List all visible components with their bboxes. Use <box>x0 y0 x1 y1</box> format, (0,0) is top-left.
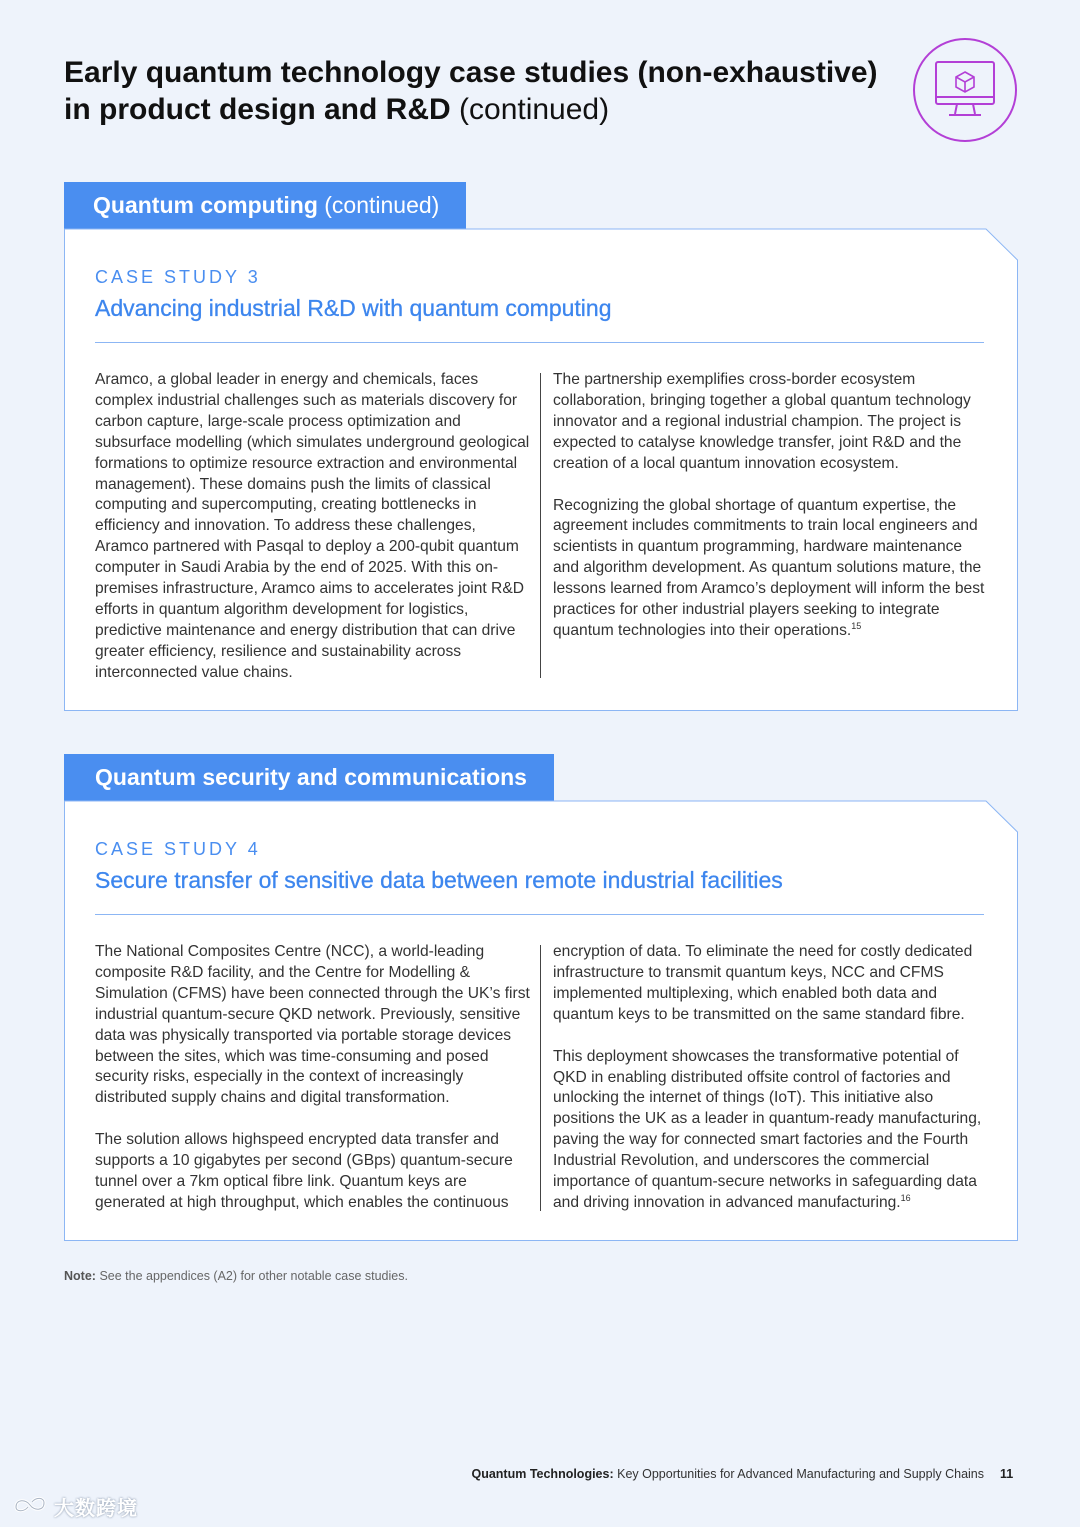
case-study-label: CASE STUDY 4 <box>95 839 261 859</box>
footnote-ref[interactable]: 16 <box>900 1192 911 1203</box>
infinity-logo-icon <box>10 1493 50 1521</box>
paragraph: The partnership exemplifies cross-border ecosystem collaboration, bringing together a global quantum technology innovator and a regional industrial champion. The project is expected to catalyse knowledge transfer, joint R&D and the creation of a local quantum innovation ecosystem. <box>553 371 971 472</box>
case-study-text-right <box>553 370 988 642</box>
case-study-text-right <box>553 942 988 1214</box>
section-tab-continued: (continued) <box>324 192 440 218</box>
footnote-ref[interactable]: 15 <box>851 620 862 631</box>
footer-report-rest: Key Opportunities for Advanced Manufacturing and Supply Chains <box>617 1467 984 1481</box>
page-title-continued: (continued) <box>459 93 610 126</box>
footer-report-title <box>471 1467 984 1481</box>
section-tab-title: Quantum computing <box>93 192 318 218</box>
page-number: 11 <box>1000 1467 1014 1481</box>
paragraph: The National Composites Centre (NCC), a world-leading composite R&D facility, and the Centre for Modelling & Simulation (CFMS) have been connected through the UK’s first industrial quantum-secure QKD network. Previously, sensitive data was physically transported via portable storage devices between the sites, which was time-consuming and posed security risks, especially in the context of increasingly distributed supply chains and digital transformation. <box>95 943 530 1107</box>
note <box>64 1269 408 1283</box>
monitor-cube-icon <box>912 37 1018 143</box>
page-title-bold: Early quantum technology case studies (non-exhaustive) in product design and R&D <box>64 56 878 126</box>
case-study-text-left <box>95 942 530 1214</box>
column-divider <box>540 373 541 678</box>
paragraph: Aramco, a global leader in energy and chemicals, faces complex industrial challenges such as materials discovery for carbon capture, large-scale process optimization and subsurface modelling (which simulates underground geological formations to optimize resource extraction and environmental management). These domains push the limits of classical computing and supercomputing, creating bottlenecks in efficiency and innovation. To address these challenges, Aramco partnered with Pasqal to deploy a 200-qubit quantum computer in Saudi Arabia by the end of 2025. With this on-premises infrastructure, Aramco aims to accelerates joint R&D efforts in quantum algorithm development for logistics, predictive maintenance and energy distribution that can drive greater efficiency, resilience and sustainability across interconnected value chains. <box>95 371 530 681</box>
divider <box>95 914 984 915</box>
section-tab-title: Quantum security and communications <box>95 764 527 790</box>
footer-report-bold: Quantum Technologies: <box>471 1467 614 1481</box>
page-title <box>64 54 884 128</box>
case-study-text-left <box>95 370 530 684</box>
case-study-title: Secure transfer of sensitive data between remote industrial facilities <box>95 867 783 893</box>
watermark <box>10 1492 138 1521</box>
section-tab-quantum-security <box>64 754 554 801</box>
note-text: See the appendices (A2) for other notable case studies. <box>99 1269 408 1283</box>
paragraph: This deployment showcases the transformative potential of QKD in enabling distributed offsite control of factories and unlocking the internet of things (IoT). This initiative also positions the UK as a leader in quantum-ready manufacturing, paving the way for connected smart factories and the Fourth Industrial Revolution, and underscores the commercial importance of quantum-secure networks in safeguarding data and driving innovation in advanced manufacturing.$^{16}$ <box>553 1047 982 1211</box>
case-study-title: Advancing industrial R&D with quantum computing <box>95 295 612 321</box>
watermark-text: 大数跨境 <box>54 1498 138 1520</box>
paragraph: The solution allows highspeed encrypted data transfer and supports a 10 gigabytes per second (GBps) quantum-secure tunnel over a 7km optical fibre link. Quantum keys are generated at high throughput, which enables the continuous <box>95 1131 513 1211</box>
note-label: Note: <box>64 1269 96 1283</box>
column-divider <box>540 945 541 1211</box>
section-tab-quantum-computing <box>64 182 466 229</box>
paragraph: Recognizing the global shortage of quantum expertise, the agreement includes commitments to train local engineers and scientists in quantum programming, hardware maintenance and algorithm development. As quantum solutions mature, the lessons learned from Aramco’s deployment will inform the best practices for other industrial players seeking to integrate quantum technologies into their operations.$^{15}$ <box>553 496 985 639</box>
divider <box>95 342 984 343</box>
case-study-label: CASE STUDY 3 <box>95 267 261 287</box>
paragraph: encryption of data. To eliminate the need for costly dedicated infrastructure to transmit quantum keys, NCC and CFMS implemented multiplexing, which enabled both data and quantum keys to be transmitted on the same standard fibre. <box>553 943 973 1023</box>
